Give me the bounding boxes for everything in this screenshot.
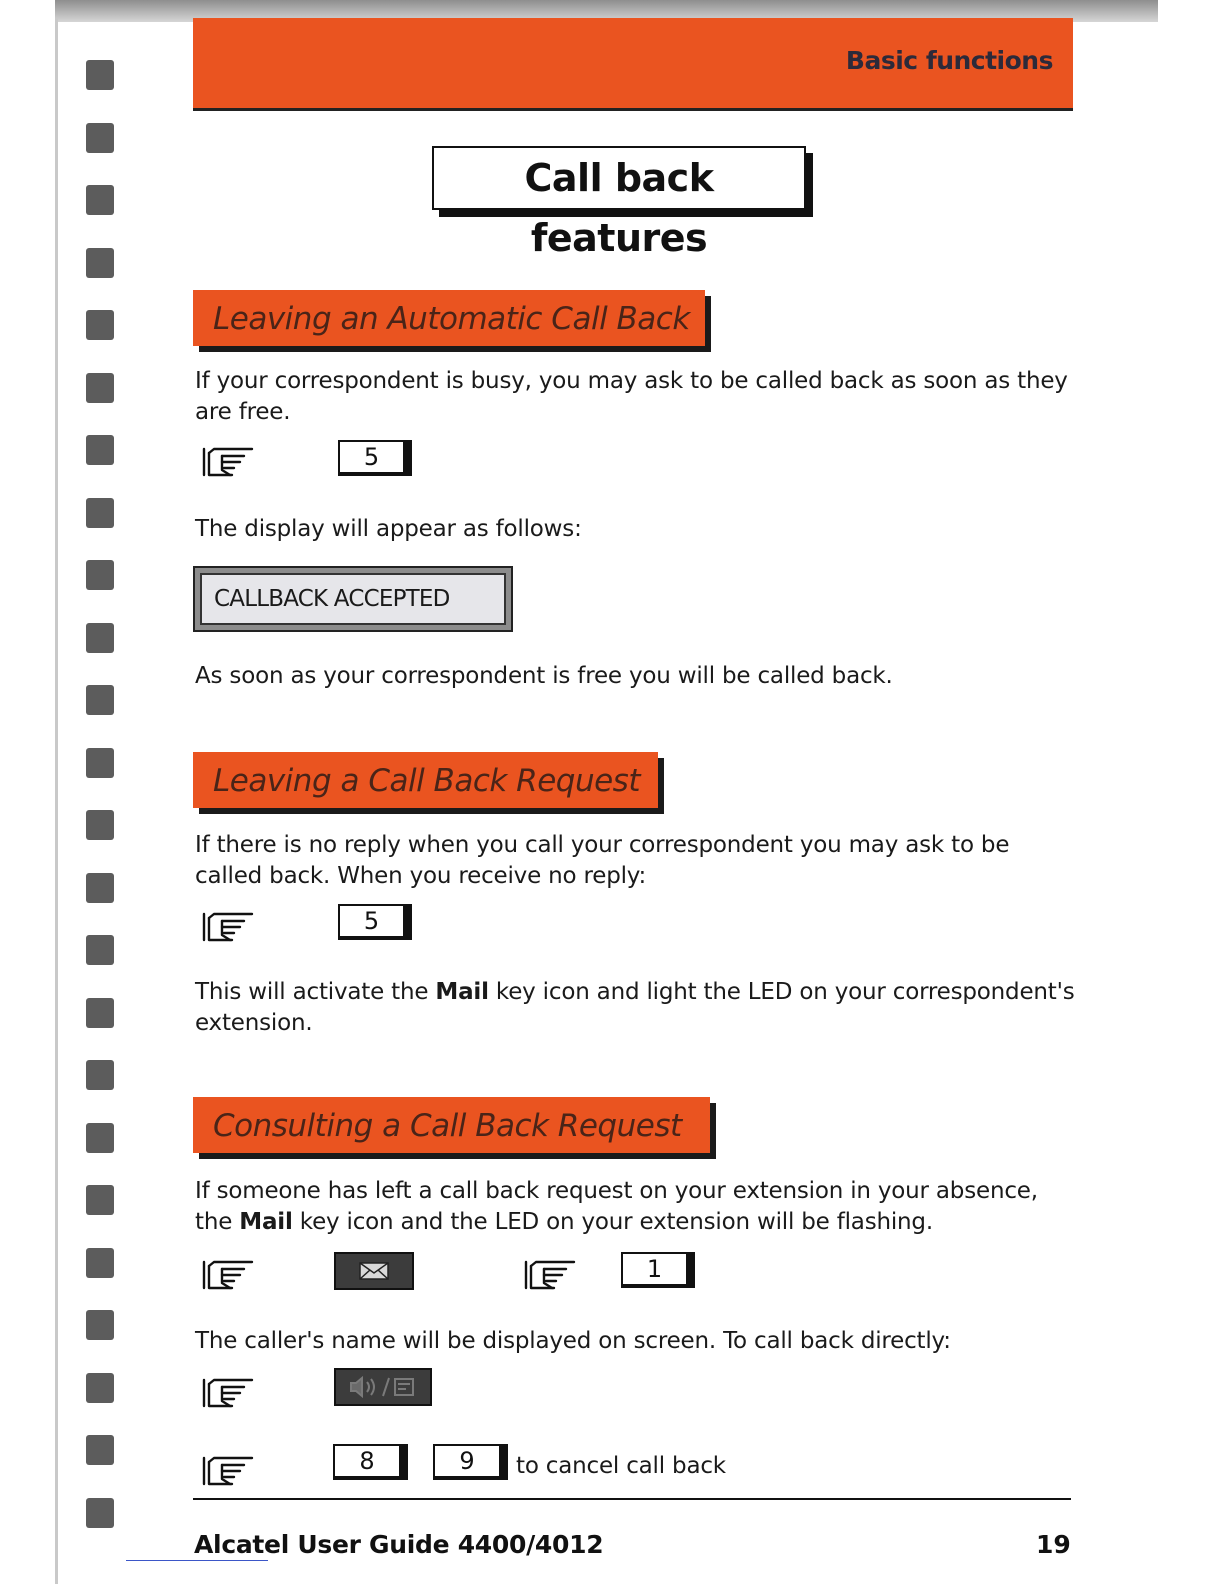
key-5[interactable]: 5: [338, 904, 412, 940]
binding-edge: [55, 18, 58, 1584]
spiral-hole: [86, 248, 114, 278]
spiral-hole: [86, 123, 114, 153]
footer-rule: [193, 1498, 1071, 1500]
spiral-hole: [86, 1373, 114, 1403]
section-heading-text: Leaving a Call Back Request: [213, 763, 640, 799]
spiral-hole: [86, 1185, 114, 1215]
key-1[interactable]: 1: [621, 1252, 695, 1288]
text-run: This will activate the: [195, 979, 436, 1005]
spiral-hole: [86, 935, 114, 965]
spiral-hole: [86, 1310, 114, 1340]
spiral-hole: [86, 60, 114, 90]
envelope-icon: [359, 1262, 389, 1280]
section-heading-text: Consulting a Call Back Request: [213, 1108, 682, 1144]
header-band: [193, 18, 1073, 111]
spiral-hole: [86, 623, 114, 653]
mail-key-label: Mail: [435, 979, 489, 1005]
spiral-hole: [86, 748, 114, 778]
page-title-text: Call back features: [524, 156, 714, 260]
spiral-hole: [86, 560, 114, 590]
spiral-hole: [86, 435, 114, 465]
spiral-hole: [86, 810, 114, 840]
paragraph: [195, 1176, 1075, 1238]
section-heading-text: Leaving an Automatic Call Back: [213, 301, 690, 337]
page-number: 19: [1036, 1530, 1071, 1559]
spiral-hole: [86, 185, 114, 215]
paragraph: The display will appear as follows:: [195, 516, 582, 542]
phone-display-text: CALLBACK ACCEPTED: [200, 573, 506, 625]
paragraph: If there is no reply when you call your correspondent you may ask to be called back. When you receive no reply:: [195, 832, 1010, 889]
paragraph: The caller's name will be displayed on screen. To call back directly:: [195, 1328, 951, 1354]
spiral-hole: [86, 310, 114, 340]
section-heading-call-back-request: [193, 752, 658, 808]
text-run: key icon and light the LED on your correspondent's extension.: [195, 979, 1075, 1036]
spiral-hole: [86, 1060, 114, 1090]
mail-key-label: Mail: [239, 1209, 293, 1235]
pointing-hand-icon: [200, 1374, 256, 1408]
mail-key[interactable]: [334, 1252, 414, 1290]
key-5[interactable]: 5: [338, 440, 412, 476]
pointing-hand-icon: [522, 1256, 578, 1290]
page-title: [432, 146, 806, 260]
spiral-hole: [86, 1435, 114, 1465]
footer-underline: [126, 1560, 268, 1561]
spiral-hole: [86, 1123, 114, 1153]
pointing-hand-icon: [200, 1452, 256, 1486]
text-run: If someone has left a call back request on your extension in your absence, the: [195, 1178, 1038, 1235]
footer-guide-title: Alcatel User Guide 4400/4012: [194, 1530, 604, 1559]
handsfree-key[interactable]: [334, 1368, 432, 1406]
spiral-hole: [86, 685, 114, 715]
paragraph: As soon as your correspondent is free you will be called back.: [195, 663, 893, 689]
spiral-hole: [86, 498, 114, 528]
pointing-hand-icon: [200, 443, 256, 477]
spiral-hole: [86, 1498, 114, 1528]
spiral-hole: [86, 873, 114, 903]
header-section-label: Basic functions: [845, 46, 1053, 75]
key-9[interactable]: 9: [433, 1444, 508, 1480]
cancel-call-back-text: to cancel call back: [516, 1453, 726, 1479]
speaker-handset-icon: [343, 1374, 423, 1400]
key-8[interactable]: 8: [333, 1444, 408, 1480]
text-run: key icon and the LED on your extension will be flashing.: [292, 1209, 933, 1235]
section-heading-automatic-call-back: [193, 290, 705, 346]
spiral-hole: [86, 998, 114, 1028]
pointing-hand-icon: [200, 1256, 256, 1290]
phone-display: [193, 566, 513, 632]
paragraph: If your correspondent is busy, you may ask to be called back as soon as they are free.: [195, 368, 1068, 425]
paragraph: [195, 977, 1075, 1039]
spiral-hole: [86, 1248, 114, 1278]
spiral-hole: [86, 373, 114, 403]
section-heading-consulting-call-back: [193, 1097, 710, 1153]
pointing-hand-icon: [200, 908, 256, 942]
